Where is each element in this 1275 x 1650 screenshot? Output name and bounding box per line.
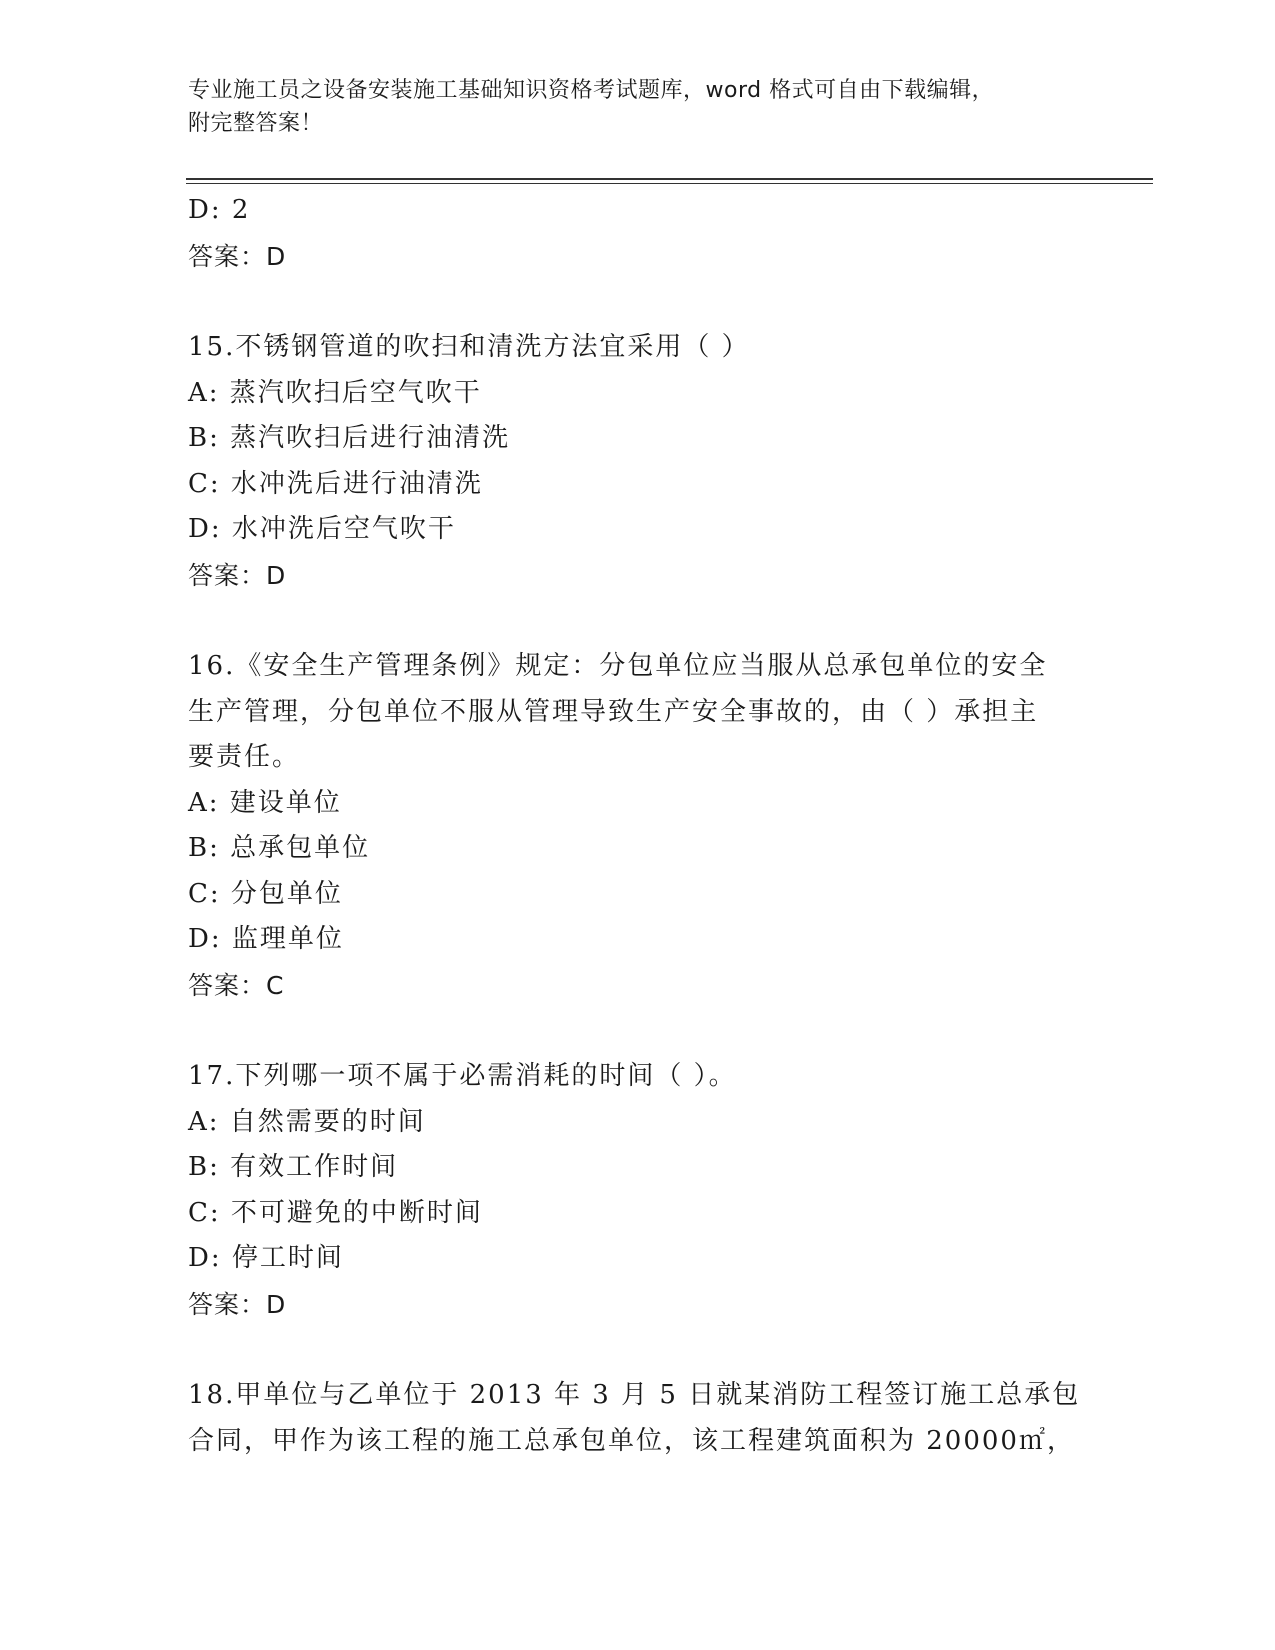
question-text: 17.下列哪一项不属于必需消耗的时间（ ）。 — [188, 1061, 737, 1091]
option-d: D: 停工时间 — [188, 1243, 344, 1273]
question-18 — [188, 1373, 1088, 1464]
option-a: A: 自然需要的时间 — [188, 1106, 426, 1137]
option-c: C: 水冲洗后进行油清洗 — [188, 468, 483, 499]
header-line-1: 专业施工员之设备安装施工基础知识资格考试题库，word 格式可自由下载编辑， — [188, 78, 995, 103]
option-d: D: 监理单位 — [188, 924, 344, 954]
question-17 — [188, 1054, 1088, 1327]
option-a: A: 蒸汽吹扫后空气吹干 — [188, 377, 482, 408]
option-b: B: 总承包单位 — [188, 833, 371, 863]
document-header — [188, 74, 1088, 140]
option-d: D: 2 — [188, 195, 251, 225]
answer: 答案：D — [188, 560, 287, 590]
question-text-line-2: 合同，甲作为该工程的施工总承包单位，该工程建筑面积为 20000㎡， — [188, 1425, 1075, 1456]
option-d: D: 水冲洗后空气吹干 — [188, 514, 456, 544]
question-text-line-3: 要责任。 — [188, 742, 301, 772]
question-15 — [188, 325, 1088, 598]
option-c: C: 不可避免的中断时间 — [188, 1197, 483, 1228]
header-divider-thin — [186, 183, 1153, 184]
question-16 — [188, 644, 1088, 1008]
document-body — [188, 188, 1088, 1464]
answer: 答案：D — [188, 241, 287, 271]
answer: 答案：C — [188, 970, 285, 1000]
answer: 答案：D — [188, 1289, 287, 1319]
question-text-line-2: 生产管理，分包单位不服从管理导致生产安全事故的，由（ ）承担主 — [188, 696, 1039, 727]
header-line-2: 附完整答案！ — [188, 111, 324, 136]
previous-question-tail — [188, 188, 1088, 279]
option-b: B: 蒸汽吹扫后进行油清洗 — [188, 423, 511, 453]
option-a: A: 建设单位 — [188, 787, 342, 818]
question-text-line-1: 18.甲单位与乙单位于 2013 年 3 月 5 日就某消防工程签订施工总承包 — [188, 1380, 1081, 1410]
question-text: 15.不锈钢管道的吹扫和清洗方法宜采用（ ） — [188, 332, 750, 362]
header-divider-thick — [186, 178, 1153, 180]
option-c: C: 分包单位 — [188, 878, 343, 909]
option-b: B: 有效工作时间 — [188, 1152, 399, 1182]
question-text-line-1: 16.《安全生产管理条例》规定：分包单位应当服从总承包单位的安全 — [188, 651, 1048, 681]
